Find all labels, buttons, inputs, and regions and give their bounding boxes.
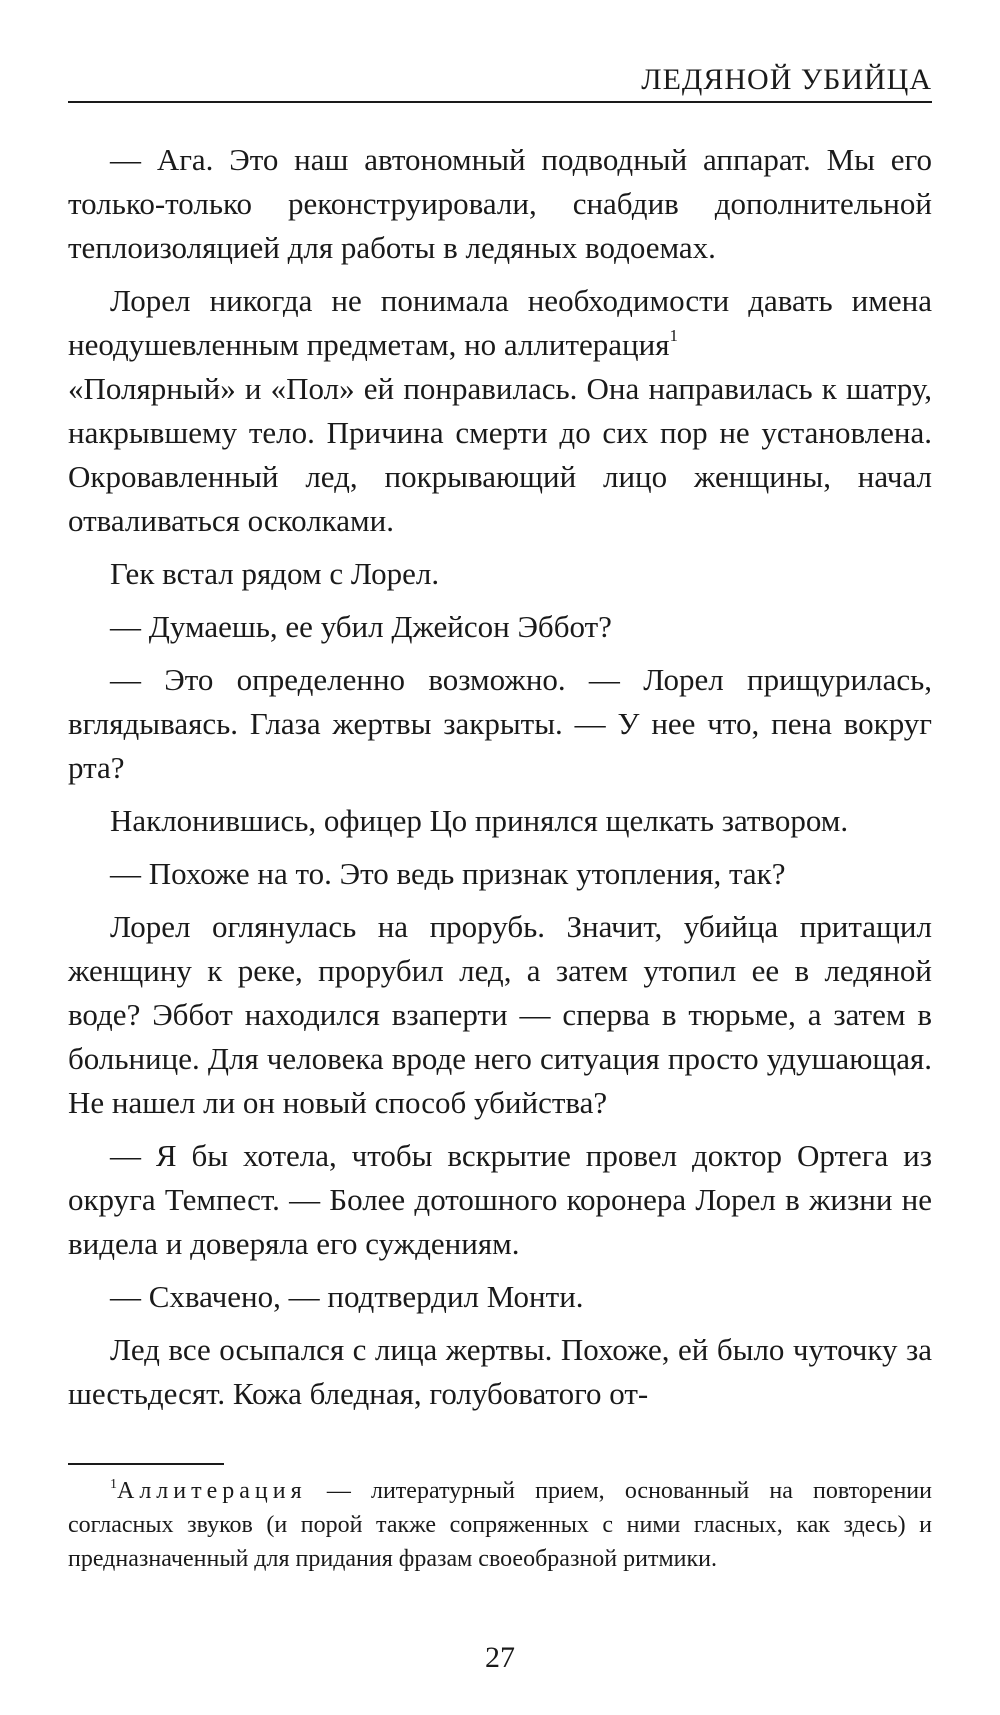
page-number: 27: [485, 1641, 515, 1674]
paragraph: Лед все осыпался с лица жертвы. Похоже, ей было чуточку за шестьдесят. Кожа бледная, голубоватого от-: [68, 1332, 932, 1411]
paragraph-continuation: «Полярный» и «Пол» ей понравилась. Она направилась к шатру, накрывшему тело. Причина смерти до сих пор не установлена. Окровавленный лед, покрывающий лицо женщины, начал отваливаться осколками.: [68, 371, 932, 538]
paragraph: Лорел оглянулась на прорубь. Значит, убийца притащил женщину к реке, прорубил лед, а затем утопил ее в ледяной воде? Эббот находился взаперти — сперва в тюрьме, а затем в больнице. Для человека вроде него ситуация просто удушающая. Не нашел ли он новый способ убийства?: [68, 909, 932, 1120]
footnote-rule: [68, 1463, 224, 1465]
footnote-term: Аллитерация: [117, 1478, 307, 1504]
main-text: [68, 138, 932, 1416]
paragraph: Гек встал рядом с Лорел.: [110, 556, 440, 591]
running-title: ЛЕДЯНОЙ УБИЙЦА: [641, 63, 932, 96]
footnote-text: — литературный прием, основанный на повторении согласных звуков (и порой также сопряженных с ними гласных, как здесь) и предназначенный для придания фразам своеобразной ритмики.: [68, 1478, 932, 1572]
footnote-reference[interactable]: 1: [669, 326, 678, 345]
header-rule: [68, 101, 932, 103]
paragraph: — Схвачено, — подтвердил Монти.: [110, 1279, 584, 1314]
paragraph: Наклонившись, офицер Цо принялся щелкать затвором.: [110, 803, 849, 838]
footnote-marker: 1: [110, 1477, 117, 1492]
paragraph: — Ага. Это наш автономный подводный аппарат. Мы его только-только реконструировали, снабдив дополнительной теплоизоляцией для работы в ледяных водоемах.: [68, 142, 932, 265]
paragraph: — Похоже на то. Это ведь признак утопления, так?: [110, 856, 786, 891]
book-page: [68, 0, 932, 1715]
paragraph: — Думаешь, ее убил Джейсон Эббот?: [110, 609, 612, 644]
paragraph-text: Лорел никогда не понимала необходимости давать имена неодушевленным предметам, но аллитерация: [68, 283, 932, 362]
paragraph: — Это определенно возможно. — Лорел прищурилась, вглядываясь. Глаза жертвы закрыты. — У нее что, пена вокруг рта?: [68, 662, 932, 785]
paragraph-with-footnote-ref: [68, 279, 932, 367]
paragraph: — Я бы хотела, чтобы вскрытие провел доктор Ортега из округа Темпест. — Более дотошного коронера Лорел в жизни не видела и доверяла его суждениям.: [68, 1138, 932, 1261]
footnote: [68, 1474, 932, 1576]
